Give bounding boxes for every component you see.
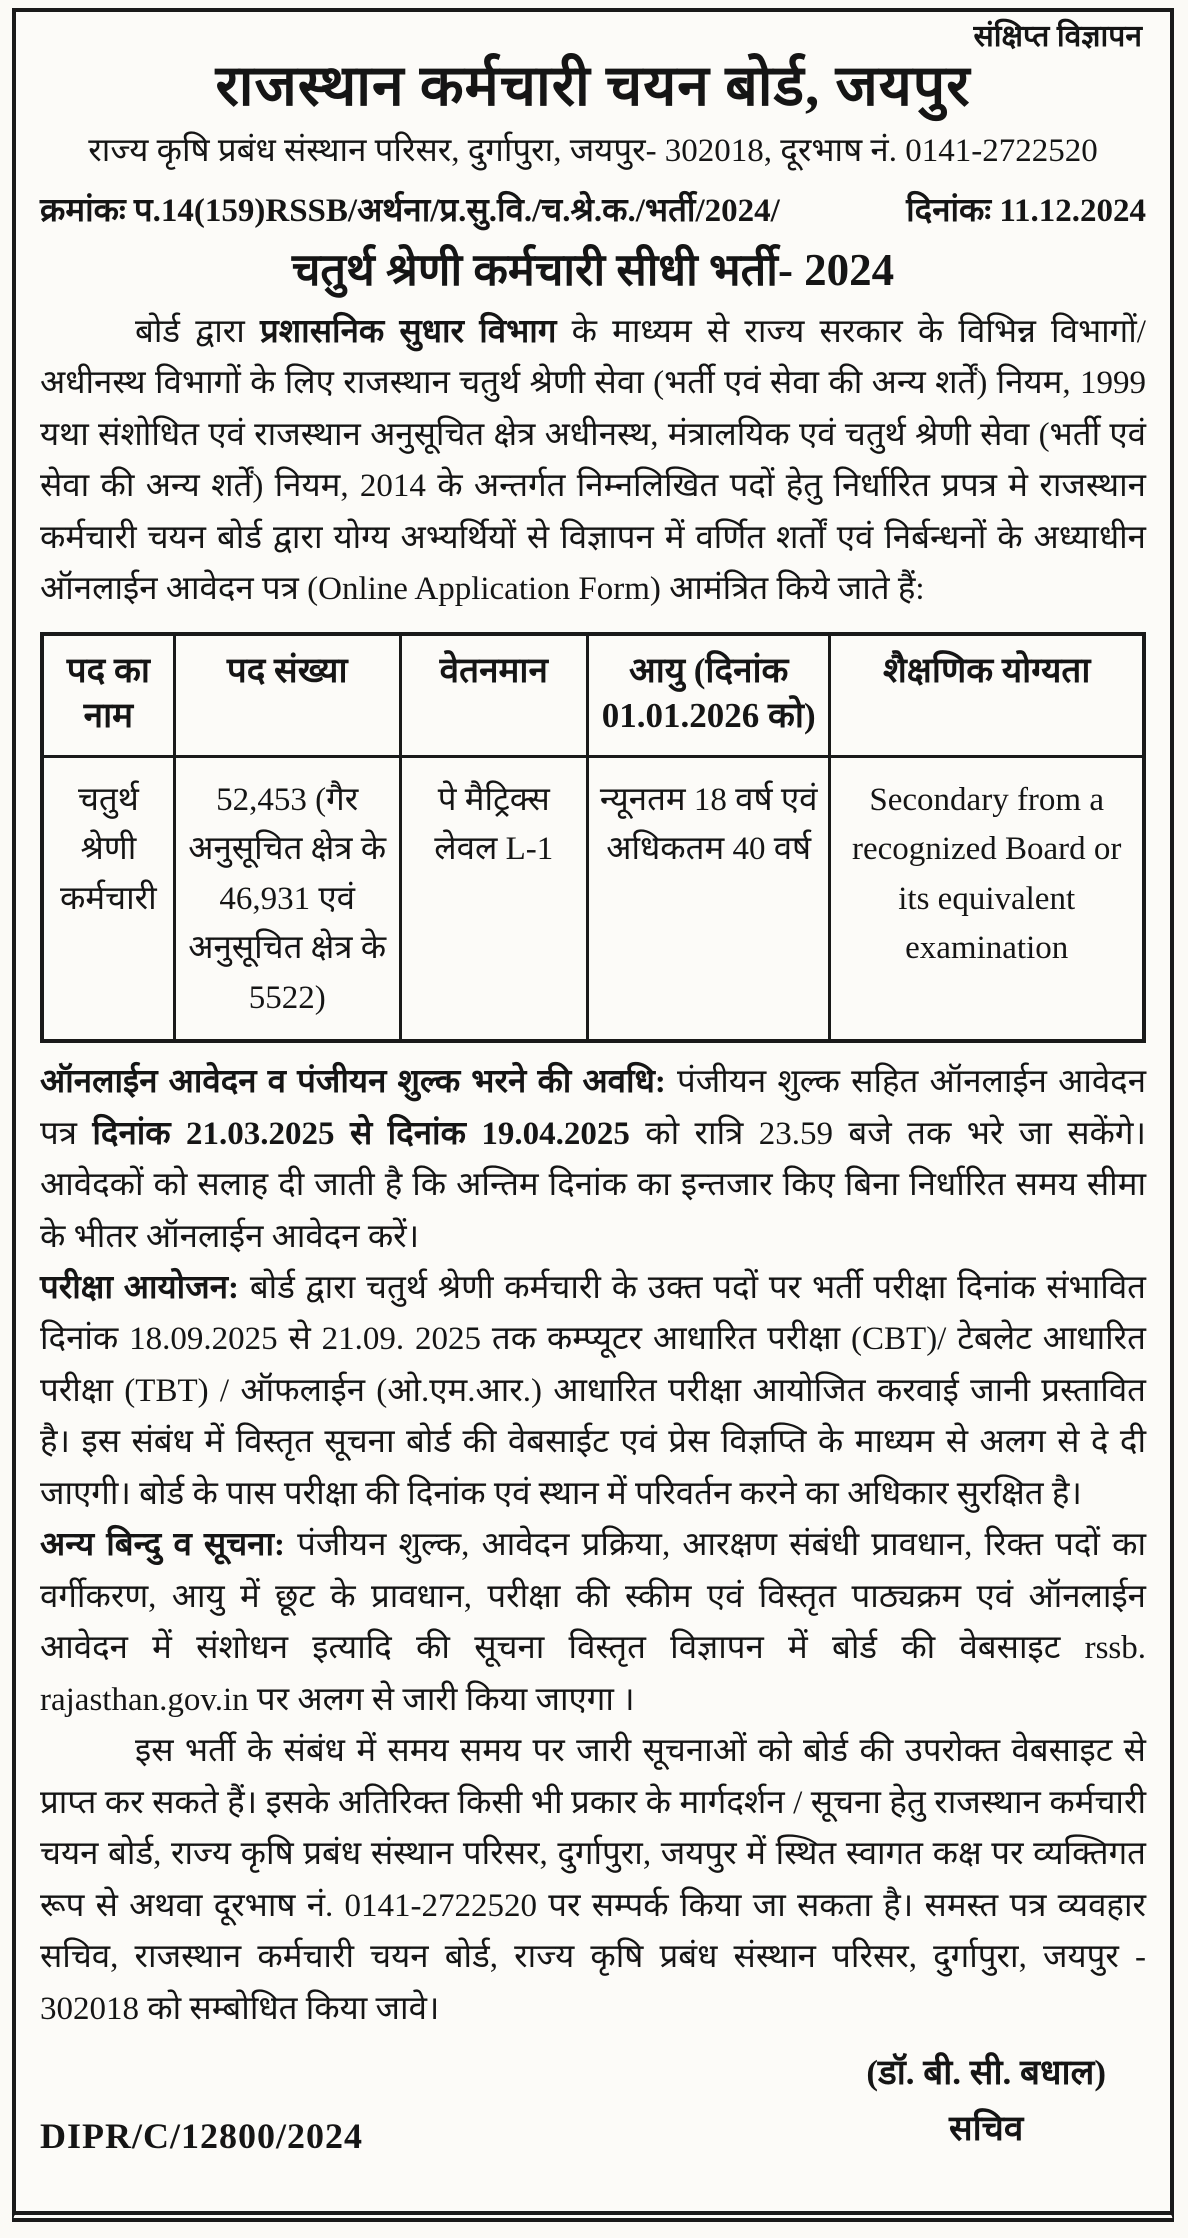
col-header-qualification: शैक्षणिक योग्यता — [830, 634, 1144, 757]
section-fee-period — [40, 1057, 1146, 1263]
section-exam-heading: परीक्षा आयोजन: — [40, 1270, 240, 1307]
org-title: राजस्थान कर्मचारी चयन बोर्ड, जयपुर — [215, 55, 971, 118]
org-address: राज्य कृषि प्रबंध संस्थान परिसर, दुर्गापुरा, जयपुर- 302018, दूरभाष नं. 0141-2722520 — [88, 132, 1098, 169]
intro-bold-department: प्रशासनिक सुधार विभाग — [259, 313, 557, 350]
intro-text-2: के माध्यम से राज्य सरकार के विभिन्न विभागों/ अधीनस्थ विभागों के लिए राजस्थान चतुर्थ श्रेणी सेवा (भर्ती एवं सेवा की अन्य शर्तें) नियम, 1999 यथा संशोधित एवं राजस्थान अनुसूचित क्षेत्र अधीनस्थ, मंत्रालयिक एवं चतुर्थ श्रेणी सेवा (भर्ती एवं सेवा की अन्य शर्तें) नियम, 2014 के अन्तर्गत निम्नलिखित पदों हेतु निर्धारित प्रपत्र मे राजस्थान कर्मचारी चयन बोर्ड द्वारा योग्य अभ्यर्थियों से विज्ञापन में वर्णित शर्तों एवं निर्बन्धनों के अध्याधीन ऑनलाईन आवेदन पत्र (Online Application Form) आमंत्रित किये जाते हैं: — [40, 313, 1146, 608]
section-other-info — [40, 1520, 1146, 1726]
signatory-designation: सचिव — [948, 2109, 1024, 2149]
section-other-heading: अन्य बिन्दु व सूचना: — [40, 1527, 286, 1564]
ref-row — [40, 186, 1146, 231]
corner-note: संक्षिप्त विज्ञापन — [973, 20, 1142, 53]
section-fee-text-1: पंजीयन शुल्क सहित ऑनलाईन आवेदन पत्र — [40, 1064, 1147, 1152]
section-exam — [40, 1263, 1146, 1520]
col-header-age: आयु (दिनांक 01.01.2026 को) — [587, 634, 829, 757]
cell-age: न्यूनतम 18 वर्ष एवं अधिकतम 40 वर्ष — [587, 756, 829, 1041]
issue-date: दिनांकः 11.12.2024 — [906, 193, 1146, 230]
section-other-text: पंजीयन शुल्क, आवेदन प्रक्रिया, आरक्षण संबंधी प्रावधान, रिक्त पदों का वर्गीकरण, आयु में छूट के प्रावधान, परीक्षा की स्कीम एवं विस्तृत पाठ्यक्रम एवं ऑनलाईन आवेदन में संशोधन इत्यादि की सूचना विस्तृत विज्ञापन में बोर्ड की वेबसाइट rssb. rajasthan.gov.in पर अलग से जारी किया जाएगा । — [40, 1527, 1146, 1718]
notice-heading: चतुर्थ श्रेणी कर्मचारी सीधी भर्ती- 2024 — [291, 245, 895, 296]
section-fee-dates: दिनांक 21.03.2025 से दिनांक 19.04.2025 — [92, 1115, 630, 1152]
ref-number: क्रमांकः प.14(159)RSSB/अर्थना/प्र.सु.वि./च.श्रे.क./भर्ती/2024/ — [40, 193, 780, 230]
col-header-post-count: पद संख्या — [174, 634, 400, 757]
table-header-row — [42, 634, 1144, 757]
vacancy-table — [40, 632, 1146, 1044]
cell-qualification: Secondary from a recognized Board or its equivalent examination — [830, 756, 1144, 1041]
section-fee-text-2: को रात्रि 23.59 बजे तक भरे जा सकेंगे। आवेदकों को सलाह दी जाती है कि अन्तिम दिनांक का इन्तजार किए बिना निर्धारित समय सीमा के भीतर ऑनलाईन आवेदन करें। — [40, 1115, 1146, 1255]
dipr-number: DIPR/C/12800/2024 — [40, 2116, 363, 2157]
signature-block — [866, 2045, 1146, 2157]
col-header-pay-scale: वेतनमान — [400, 634, 587, 757]
closing-paragraph: इस भर्ती के संबंध में समय समय पर जारी सूचनाओं को बोर्ड की उपरोक्त वेबसाइट से प्राप्त कर सकते हैं। इसके अतिरिक्त किसी भी प्रकार के मार्गदर्शन / सूचना हेतु राजस्थान कर्मचारी चयन बोर्ड, राज्य कृषि प्रबंध संस्थान परिसर, दुर्गापुरा, जयपुर में स्थित स्वागत कक्ष पर व्यक्तिगत रूप से अथवा दूरभाष नं. 0141-2722520 पर सम्पर्क किया जा सकता है। समस्त पत्र व्यवहार सचिव, राजस्थान कर्मचारी चयन बोर्ड, राज्य कृषि प्रबंध संस्थान परिसर, दुर्गापुरा, जयपुर - 302018 को सम्बोधित किया जावे। — [40, 1733, 1146, 2027]
cell-post-name: चतुर्थ श्रेणी कर्मचारी — [42, 756, 174, 1041]
intro-paragraph — [40, 307, 1146, 616]
intro-text-1: बोर्ड द्वारा — [135, 313, 260, 350]
cell-pay-scale: पे मैट्रिक्स लेवल L-1 — [400, 756, 587, 1041]
footer-row — [40, 2045, 1146, 2157]
cell-post-count: 52,453 (गैर अनुसूचित क्षेत्र के 46,931 एवं अनुसूचित क्षेत्र के 5522) — [174, 756, 400, 1041]
notice-frame — [12, 8, 1174, 2222]
table-row — [42, 756, 1144, 1041]
signatory-name: (डॉ. बी. सी. बधाल) — [866, 2053, 1106, 2093]
section-exam-text: बोर्ड द्वारा चतुर्थ श्रेणी कर्मचारी के उक्त पदों पर भर्ती परीक्षा दिनांक संभावित दिनांक 18.09.2025 से 21.09. 2025 तक कम्प्यूटर आधारित परीक्षा (CBT)/ टेबलेट आधारित परीक्षा (TBT) / ऑफलाईन (ओ.एम.आर.) आधारित परीक्षा आयोजित करवाई जानी प्रस्तावित है। इस संबंध में विस्तृत सूचना बोर्ड की वेबसाईट एवं प्रेस विज्ञप्ति के माध्यम से अलग से दे दी जाएगी। बोर्ड के पास परीक्षा की दिनांक एवं स्थान में परिवर्तन करने का अधिकार सुरक्षित है। — [40, 1270, 1146, 1512]
section-fee-heading: ऑनलाईन आवेदन व पंजीयन शुल्क भरने की अवधि: — [40, 1064, 666, 1101]
col-header-post-name: पद का नाम — [42, 634, 174, 757]
